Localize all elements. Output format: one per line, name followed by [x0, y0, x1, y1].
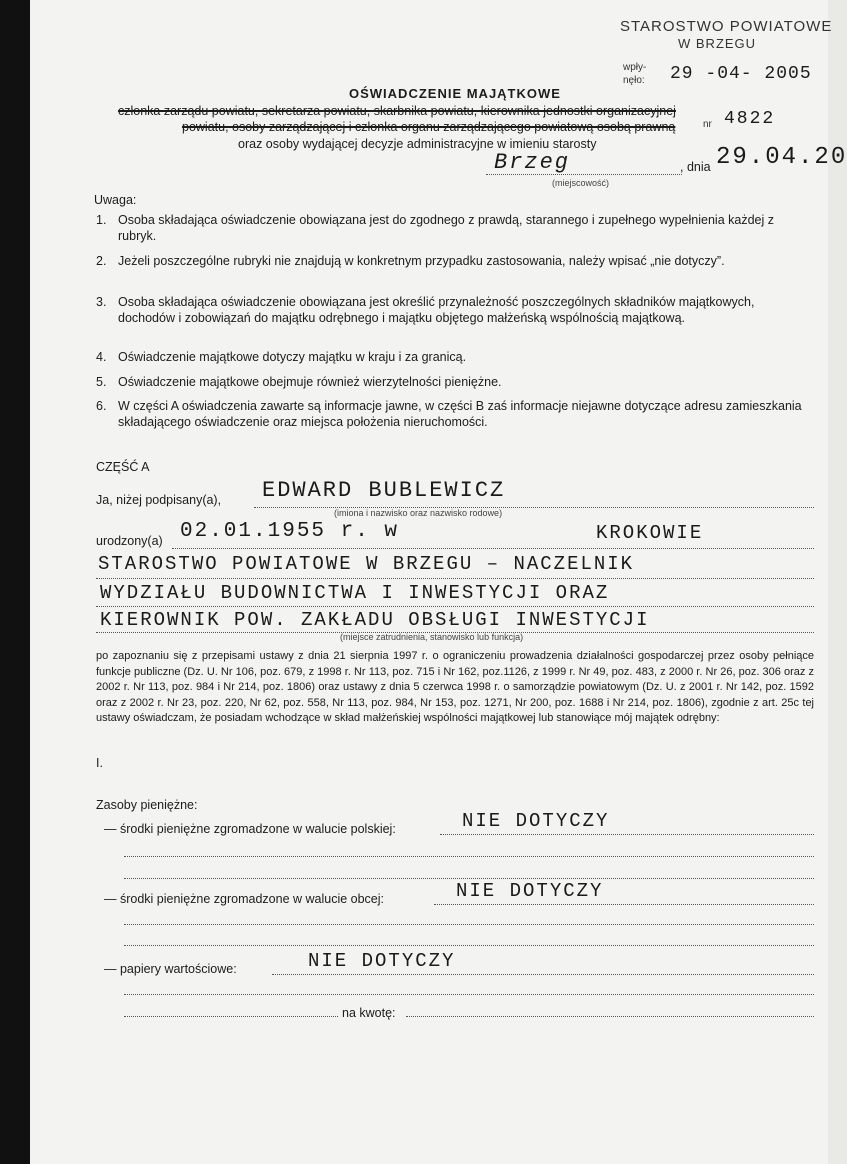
securities-line3 — [124, 1016, 338, 1017]
stamp-nr-label: nr — [703, 119, 712, 130]
uwaga-item: 2. Jeżeli poszczególne rubryki nie znajdują w konkretnym przypadku zastosowania, należy wpisać „nie dotyczy”. — [96, 254, 725, 268]
job-line2: WYDZIAŁU BUDOWNICTWA I INWESTYCJI ORAZ — [100, 582, 610, 604]
header-line2: powiatu, osoby zarządzającej i członka organu zarządzającego powiatową osobą prawną — [182, 120, 676, 134]
pln-label: — środki pieniężne zgromadzone w walucie polskiej: — [104, 822, 396, 836]
fx-line3 — [124, 945, 814, 946]
stamp-nr-value: 4822 — [724, 109, 776, 129]
stamp-label-nelo: nęło: — [623, 75, 645, 86]
statement-text: po zapoznaniu się z przepisami ustawy z dnia 21 sierpnia 1997 r. o ograniczeniu prowadzenia działalności gospodarczej przez osoby pełniące funkcje publiczne (Dz. U. Nr 106, poz. 679, z 1998 r. Nr 113, poz. 715 i Nr 162, poz.1126, z 1999 r. Nr 49, poz. 483, z 2000 r. Nr 26, poz. 306 oraz z 2002 r. Nr 113, poz. 984 i Nr 214, poz. 1806) oraz ustawy z dnia 5 czerwca 1998 r. o samorządzie powiatowym (Dz. U. z 2001 r. Nr 142, poz. 1592 oraz z 2002 r. Nr 23, poz. 220, Nr 62, poz. 558, Nr 113, poz. 984, Nr 153, poz. 1271, Nr 200, poz. 1688 i Nr 214, poz. 1806), zgodnie z art. 25c tej ustawy oświadczam, że posiadam wchodzące w skład małżeńskiej wspólności majątkowej lub stanowiące mój majątek odrębny: — [96, 650, 814, 725]
section-heading: Zasoby pieniężne: — [96, 798, 198, 812]
stamp-line1: STAROSTWO POWIATOWE — [620, 18, 833, 35]
place-caption: (miejscowość) — [552, 178, 610, 188]
born-city: KROKOWIE — [596, 522, 704, 544]
ja-label: Ja, niżej podpisany(a), — [96, 493, 222, 507]
stamp-date: 29 -04- 2005 — [670, 64, 812, 84]
header-line1: członka zarządu powiatu, sekretarza powiatu, skarbnika powiatu, kierownika jednostki organizacyjnej — [118, 104, 676, 118]
pln-line3 — [124, 878, 814, 879]
born-value: 02.01.1955 r. w — [180, 520, 400, 543]
uwaga-heading: Uwaga: — [94, 193, 137, 207]
scan-edge — [0, 0, 30, 1164]
fx-value: NIE DOTYCZY — [456, 880, 604, 902]
securities-line2 — [124, 994, 814, 995]
pln-line2 — [124, 856, 814, 857]
fx-label: — środki pieniężne zgromadzone w walucie obcej: — [104, 892, 385, 906]
header-line3: oraz osoby wydającej decyzje administracyjne w imieniu starosty — [238, 137, 597, 151]
part-a-heading: CZĘŚĆ A — [96, 460, 150, 474]
job-rule2 — [96, 606, 814, 607]
place-value: Brzeg — [494, 150, 571, 175]
name-caption: (imiona i nazwisko oraz nazwisko rodowe) — [334, 508, 503, 518]
stamp-line2: W BRZEGU — [678, 36, 757, 51]
form-title: OŚWIADCZENIE MAJĄTKOWE — [349, 86, 561, 101]
amount-line — [406, 1016, 814, 1017]
job-line1: STAROSTWO POWIATOWE W BRZEGU – NACZELNIK — [98, 553, 635, 575]
name-value: EDWARD BUBLEWICZ — [262, 478, 506, 503]
date-label: , dnia — [680, 160, 711, 174]
section-roman: I. — [96, 756, 103, 770]
uwaga-item: 1. Osoba składająca oświadczenie obowiązana jest do zgodnego z prawdą, starannego i zupełnego wypełnienia każdej z rubryk. — [96, 213, 774, 243]
pln-value: NIE DOTYCZY — [462, 810, 610, 832]
amount-label: na kwotę: — [342, 1006, 396, 1020]
job-caption: (miejsce zatrudnienia, stanowisko lub funkcja) — [340, 632, 524, 642]
pln-line1 — [440, 834, 814, 835]
stamp-label-wply: wpły- — [623, 62, 647, 73]
uwaga-item: 5. Oświadczenie majątkowe obejmuje również wierzytelności pieniężne. — [96, 375, 502, 389]
uwaga-item: 4. Oświadczenie majątkowe dotyczy majątku w kraju i za granicą. — [96, 350, 467, 364]
uwaga-item: 6. W części A oświadczenia zawarte są informacje jawne, w części B zaś informacje niejawne dotyczące adresu zamieszkania składającego oświadczenie oraz miejsca położenia nieruchomości. — [96, 399, 802, 429]
date-value: 29.04.20 — [716, 144, 847, 171]
fx-line1 — [434, 904, 814, 905]
uwaga-item: 3. Osoba składająca oświadczenie obowiązana jest określić przynależność poszczególnych składników majątkowych, dochodów i zobowiązań do majątku odrębnego i majątku objętego małżeńską wspólnością majątkową. — [96, 295, 755, 325]
securities-line1 — [272, 974, 814, 975]
securities-label: — papiery wartościowe: — [104, 962, 237, 976]
job-rule1 — [96, 578, 814, 579]
job-line3: KIEROWNIK POW. ZAKŁADU OBSŁUGI INWESTYCJI — [100, 609, 650, 631]
place-line — [486, 174, 682, 175]
securities-value: NIE DOTYCZY — [308, 950, 456, 972]
born-line — [172, 548, 814, 549]
fx-line2 — [124, 924, 814, 925]
born-label: urodzony(a) — [96, 534, 163, 548]
